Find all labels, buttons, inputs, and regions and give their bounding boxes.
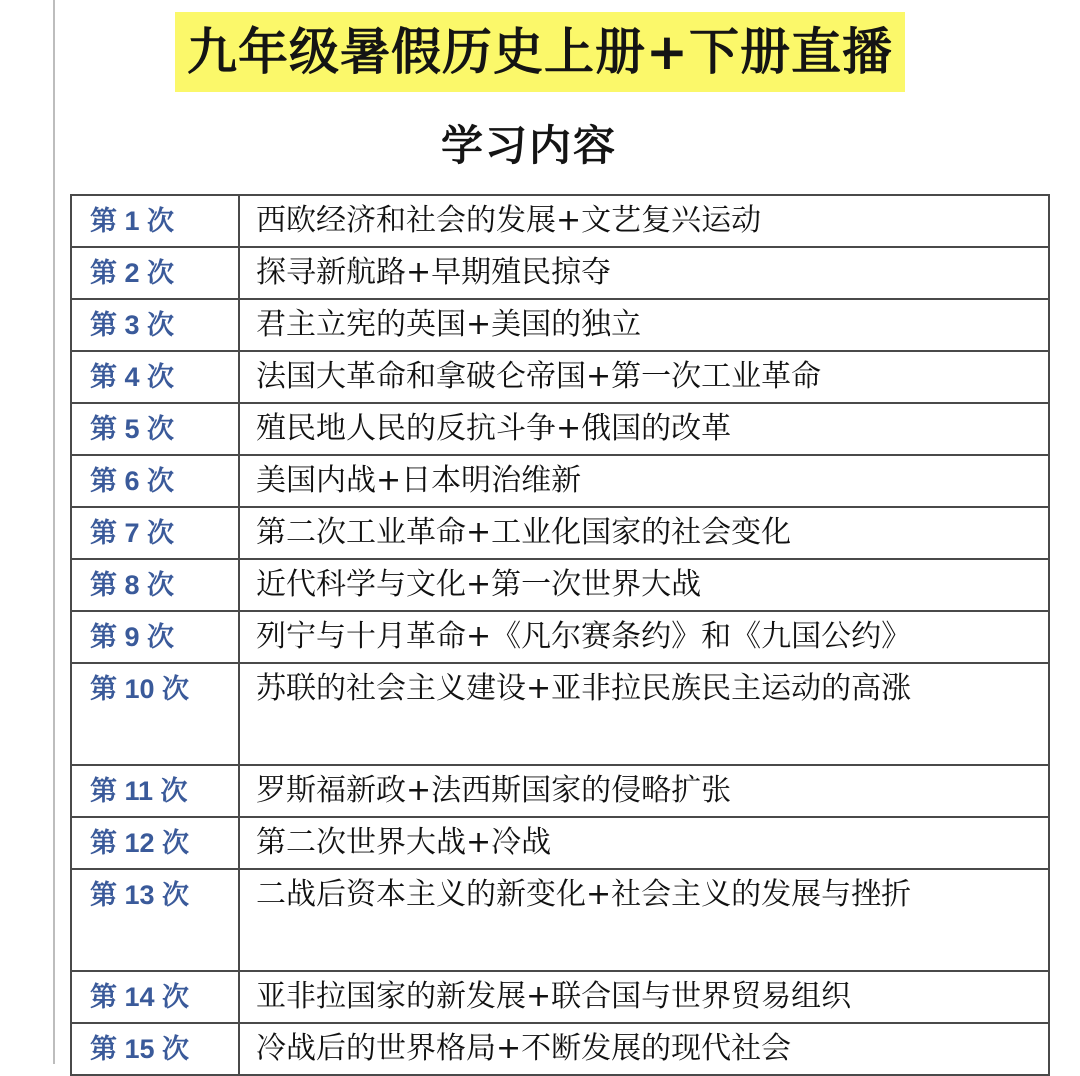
- table-row: [71, 455, 1049, 507]
- session-number: 第 3 次: [71, 299, 239, 351]
- table-row: [71, 299, 1049, 351]
- session-topic: 美国内战+日本明治维新: [239, 455, 1049, 507]
- document-subtitle: 学习内容: [440, 121, 617, 170]
- session-topic: 冷战后的世界格局+不断发展的现代社会: [239, 1023, 1049, 1075]
- table-row: [71, 869, 1049, 971]
- session-number: 第 9 次: [71, 611, 239, 663]
- session-number: 第 12 次: [71, 817, 239, 869]
- table-row: [71, 971, 1049, 1023]
- session-number: 第 11 次: [71, 765, 239, 817]
- session-topic: 亚非拉国家的新发展+联合国与世界贸易组织: [239, 971, 1049, 1023]
- session-topic: 近代科学与文化+第一次世界大战: [239, 559, 1049, 611]
- title-container: [0, 12, 1080, 92]
- session-topic: 苏联的社会主义建设+亚非拉民族民主运动的高涨: [239, 663, 1049, 765]
- session-number: 第 8 次: [71, 559, 239, 611]
- session-topic: 殖民地人民的反抗斗争+俄国的改革: [239, 403, 1049, 455]
- document-title: 九年级暑假历史上册+下册直播: [175, 12, 905, 92]
- table-row: [71, 611, 1049, 663]
- session-number: 第 4 次: [71, 351, 239, 403]
- session-number: 第 6 次: [71, 455, 239, 507]
- session-topic: 探寻新航路+早期殖民掠夺: [239, 247, 1049, 299]
- session-number: 第 2 次: [71, 247, 239, 299]
- table-row: [71, 559, 1049, 611]
- schedule-table: [70, 194, 1050, 1076]
- session-number: 第 5 次: [71, 403, 239, 455]
- session-number: 第 15 次: [71, 1023, 239, 1075]
- session-number: 第 13 次: [71, 869, 239, 971]
- session-topic: 西欧经济和社会的发展+文艺复兴运动: [239, 195, 1049, 247]
- table-row: [71, 817, 1049, 869]
- table-row: [71, 247, 1049, 299]
- session-number: 第 10 次: [71, 663, 239, 765]
- table-row: [71, 1023, 1049, 1075]
- session-topic: 君主立宪的英国+美国的独立: [239, 299, 1049, 351]
- table-row: [71, 765, 1049, 817]
- session-topic: 第二次工业革命+工业化国家的社会变化: [239, 507, 1049, 559]
- session-number: 第 1 次: [71, 195, 239, 247]
- table-row: [71, 507, 1049, 559]
- table-row: [71, 663, 1049, 765]
- session-topic: 法国大革命和拿破仑帝国+第一次工业革命: [239, 351, 1049, 403]
- session-topic: 二战后资本主义的新变化+社会主义的发展与挫折: [239, 869, 1049, 971]
- table-row: [71, 195, 1049, 247]
- session-number: 第 14 次: [71, 971, 239, 1023]
- session-topic: 第二次世界大战+冷战: [239, 817, 1049, 869]
- session-topic: 罗斯福新政+法西斯国家的侵略扩张: [239, 765, 1049, 817]
- session-topic: 列宁与十月革命+《凡尔赛条约》和《九国公约》: [239, 611, 1049, 663]
- table-row: [71, 403, 1049, 455]
- session-number: 第 7 次: [71, 507, 239, 559]
- table-row: [71, 351, 1049, 403]
